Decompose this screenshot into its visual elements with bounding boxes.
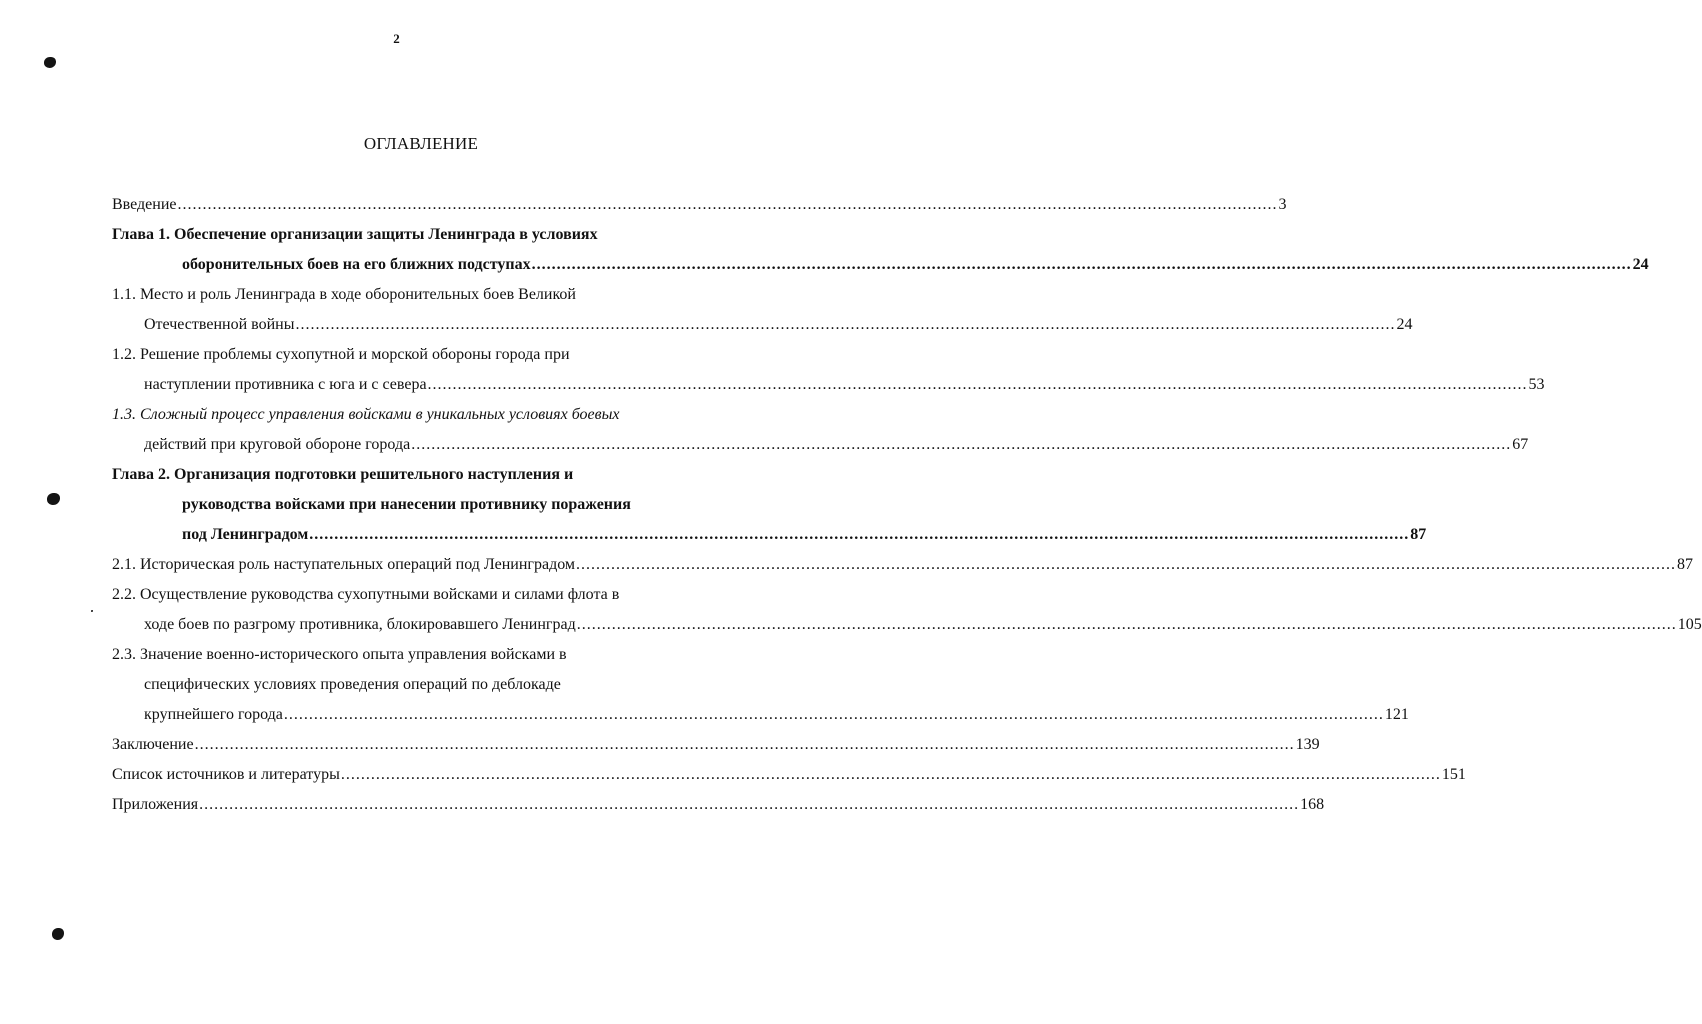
table-of-contents: [112, 190, 1702, 820]
dot-leader: ............................................................................................................................................................................................................................: [411, 436, 1512, 453]
toc-line-text: действий при круговой обороне города: [144, 436, 411, 453]
toc-line: [112, 580, 732, 610]
dot-leader: ............................................................................................................................................................................................................................: [531, 256, 1632, 273]
toc-line-text: ходе боев по разгрому противника, блокировавшего Ленинград: [144, 616, 576, 633]
dot-leader: ............................................................................................................................................................................................................................: [309, 526, 1410, 543]
toc-page-number: 87: [1677, 556, 1694, 573]
dot-leader: ............................................................................................................................................................................................................................: [340, 766, 1441, 783]
toc-entry: [112, 220, 1649, 280]
toc-line-text: 2.3. Значение военно-исторического опыта управления войсками в: [112, 646, 567, 663]
toc-entry: [112, 730, 1320, 760]
toc-entry: [112, 580, 1702, 640]
toc-line-text: 2.2. Осуществление руководства сухопутными войсками и силами флота в: [112, 586, 620, 603]
toc-page-number: 87: [1410, 526, 1427, 543]
toc-line: [112, 520, 1427, 550]
toc-line: [112, 790, 1325, 820]
dot-leader: ............................................................................................................................................................................................................................: [576, 616, 1677, 633]
toc-line-text: крупнейшего города: [144, 706, 283, 723]
toc-line: [112, 190, 1287, 220]
page-number: 2: [393, 31, 400, 46]
scan-speck: [44, 57, 56, 68]
toc-entry: [112, 340, 1545, 400]
toc-page-number: 67: [1512, 436, 1529, 453]
dot-leader: ............................................................................................................................................................................................................................: [283, 706, 1384, 723]
toc-line-text: Глава 1. Обеспечение организации защиты Ленинграда в условиях: [112, 226, 598, 243]
toc-line: [112, 550, 1694, 580]
toc-page-number: 151: [1441, 766, 1466, 783]
toc-line: [112, 490, 732, 520]
toc-line-text: руководства войсками при нанесении противнику поражения: [182, 496, 631, 513]
toc-line: [112, 430, 1529, 460]
dot-leader: ............................................................................................................................................................................................................................: [295, 316, 1396, 333]
toc-line: [112, 610, 1702, 640]
toc-line: [112, 280, 732, 310]
toc-line-text: 1.3. Сложный процесс управления войсками в уникальных условиях боевых: [112, 406, 620, 423]
toc-line: [112, 700, 1409, 730]
scan-speck: [91, 610, 93, 612]
toc-entry: [112, 550, 1694, 580]
scan-speck: [52, 928, 64, 940]
toc-line-text: Отечественной войны: [144, 316, 295, 333]
toc-line-text: 1.1. Место и роль Ленинграда в ходе оборонительных боев Великой: [112, 286, 576, 303]
toc-line: [112, 730, 1320, 760]
toc-line-text: под Ленинградом: [182, 526, 309, 543]
toc-line-text: Глава 2. Организация подготовки решительного наступления и: [112, 466, 574, 483]
toc-page-number: 24: [1632, 256, 1649, 273]
toc-line: [112, 310, 1413, 340]
toc-line: [112, 670, 732, 700]
toc-line: [112, 370, 1545, 400]
toc-line-text: 2.1. Историческая роль наступательных операций под Ленинградом: [112, 556, 576, 573]
toc-entry: [112, 190, 1287, 220]
scan-speck: [47, 493, 60, 505]
toc-line-text: Список источников и литературы: [112, 766, 340, 783]
toc-line: [112, 400, 732, 430]
toc-page-number: 3: [1278, 196, 1287, 213]
page-title: ОГЛАВЛЕНИЕ: [363, 134, 479, 153]
toc-line: [112, 460, 732, 490]
toc-line-text: наступлении противника с юга и с севера: [144, 376, 427, 393]
toc-line: [112, 250, 1649, 280]
toc-entry: [112, 640, 1409, 730]
toc-line-text: Заключение: [112, 736, 194, 753]
toc-page-number: 105: [1677, 616, 1702, 633]
toc-page-number: 24: [1396, 316, 1413, 333]
dot-leader: ............................................................................................................................................................................................................................: [194, 736, 1295, 753]
toc-page-number: 121: [1384, 706, 1409, 723]
toc-line-text: 1.2. Решение проблемы сухопутной и морской обороны города при: [112, 346, 570, 363]
toc-entry: [112, 280, 1413, 340]
toc-line-text: Введение: [112, 196, 177, 213]
toc-page-number: 168: [1300, 796, 1325, 813]
dot-leader: ............................................................................................................................................................................................................................: [576, 556, 1677, 573]
toc-line-text: специфических условиях проведения операций по деблокаде: [144, 676, 561, 693]
toc-line: [112, 220, 732, 250]
toc-line: [112, 760, 1466, 790]
toc-entry: [112, 400, 1529, 460]
toc-line-text: оборонительных боев на его ближних подступах: [182, 256, 531, 273]
toc-entry: [112, 460, 1427, 550]
toc-line: [112, 340, 732, 370]
dot-leader: ............................................................................................................................................................................................................................: [199, 796, 1300, 813]
toc-page-number: 139: [1295, 736, 1320, 753]
toc-entry: [112, 790, 1325, 820]
dot-leader: ............................................................................................................................................................................................................................: [427, 376, 1528, 393]
toc-page-number: 53: [1528, 376, 1545, 393]
toc-line: [112, 640, 732, 670]
toc-entry: [112, 760, 1466, 790]
toc-line-text: Приложения: [112, 796, 199, 813]
dot-leader: ............................................................................................................................................................................................................................: [177, 196, 1278, 213]
